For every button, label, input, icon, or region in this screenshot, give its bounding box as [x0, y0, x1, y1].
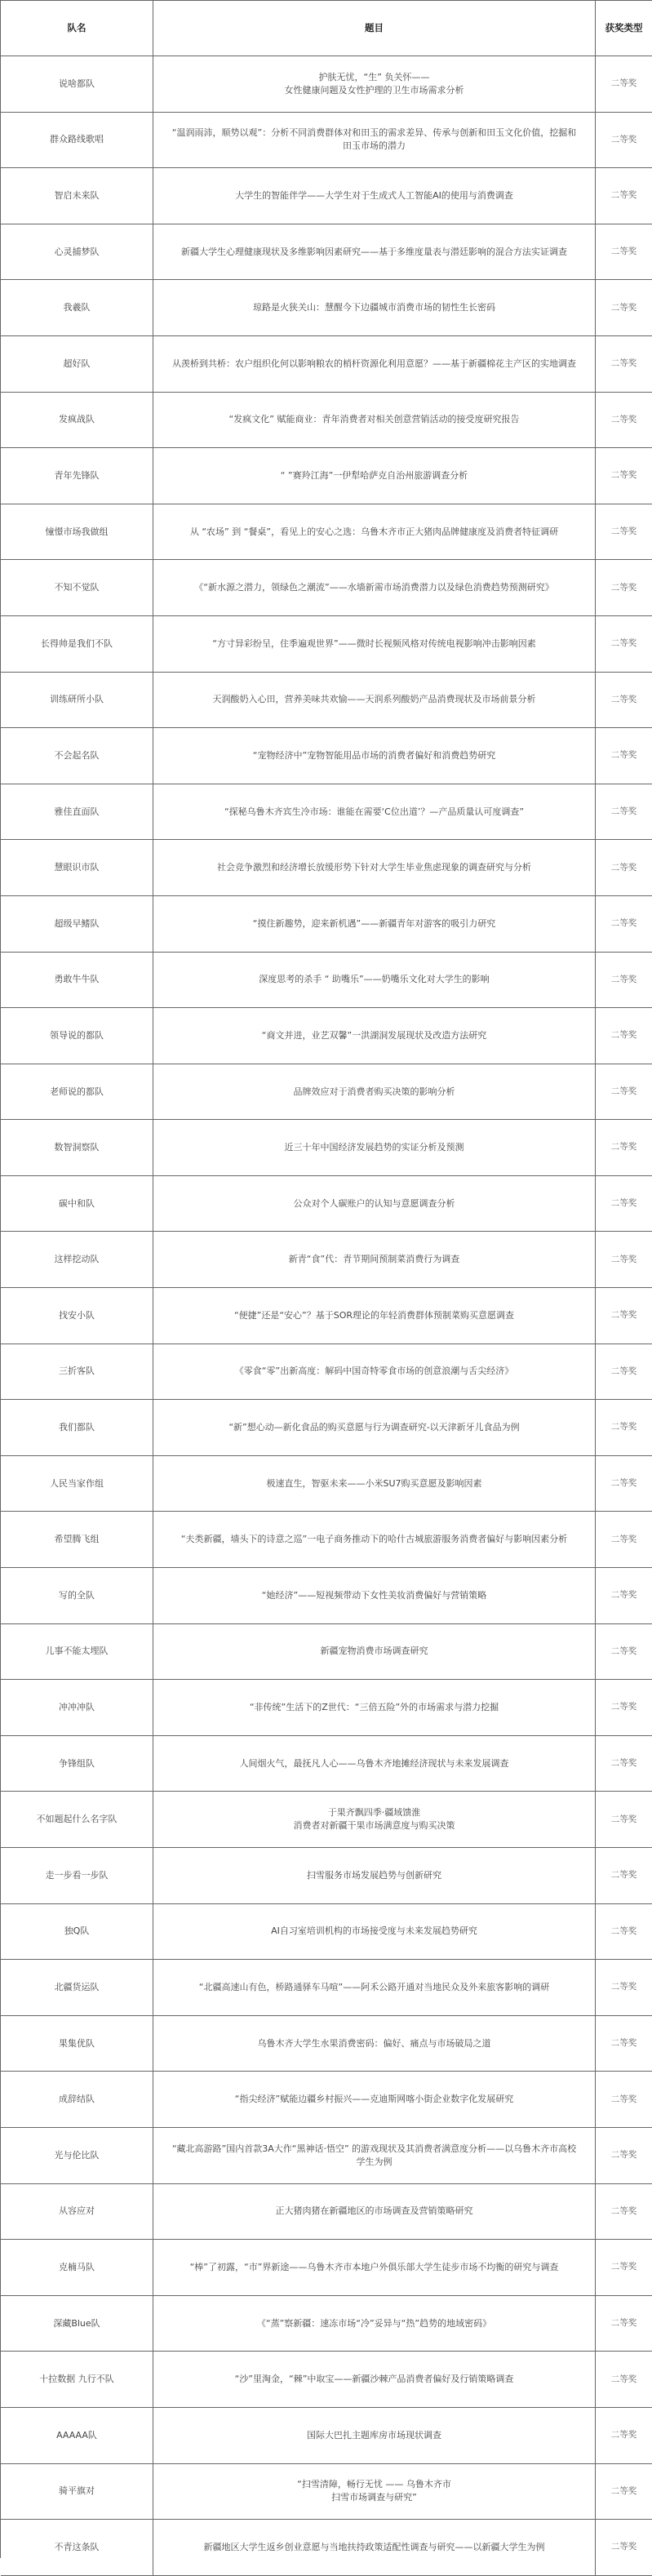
award-type-cell: 二等奖	[596, 616, 652, 673]
topic-cell: 深度思考的杀手 “ 助嘴乐”——奶嘴乐文化对大学生的影响	[153, 953, 596, 1009]
award-type-cell: 二等奖	[596, 1512, 652, 1568]
topic-cell: “宠物经济中”宠物智能用品市场的消费者偏好和消费趋势研究	[153, 728, 596, 784]
topic-cell: 大学生的智能伴学——大学生对于生成式人工智能AI的使用与消费调查	[153, 168, 596, 224]
award-type-cell: 二等奖	[596, 1848, 652, 1904]
team-name-cell: 青年先锋队	[1, 448, 153, 504]
award-type-cell: 二等奖	[596, 2072, 652, 2128]
team-name-cell: 从容应对	[1, 2184, 153, 2241]
topic-cell: 近三十年中国经济发展趋势的实证分析及预测	[153, 1120, 596, 1176]
header-award: 获奖类型	[596, 1, 652, 56]
team-name-cell: 北疆货运队	[1, 1960, 153, 2016]
team-name-cell: 碳中和队	[1, 1176, 153, 1232]
award-type-cell: 二等奖	[596, 168, 652, 224]
award-type-cell: 二等奖	[596, 728, 652, 784]
award-type-cell: 二等奖	[596, 56, 652, 113]
topic-cell: 新疆大学生心理健康现状及多维影响因素研究——基于多维度量表与潜廷影响的混合方法实证调查	[153, 224, 596, 281]
team-name-cell: 心灵捕梦队	[1, 224, 153, 281]
topic-cell: 乌鲁木齐大学生水果消费密码：偏好、痛点与市场破局之道	[153, 2016, 596, 2072]
topic-cell: 护肤无忧，“生” 负关怀—— 女性健康问题及女性护理的卫生市场需求分析	[153, 56, 596, 113]
team-name-cell: 不青这条队	[1, 2520, 153, 2576]
topic-cell: “棒”了初露，“市”界新途——乌鲁木齐市本地户外俱乐部大学生徒步市场不均衡的研究与调查	[153, 2240, 596, 2296]
team-name-cell: 成辞结队	[1, 2072, 153, 2128]
topic-cell: 《“蒸”察新疆：速冻市场“冷”妥异与“热”趋势的地域密码》	[153, 2296, 596, 2352]
award-type-cell: 二等奖	[596, 1288, 652, 1344]
award-type-cell: 二等奖	[596, 1456, 652, 1512]
topic-cell: “非传统”生活下的Z世代：“三倍五险”外的市场需求与潜力挖掘	[153, 1680, 596, 1736]
award-type-cell: 二等奖	[596, 1792, 652, 1848]
team-name-cell: 冲冲冲队	[1, 1680, 153, 1736]
topic-cell: 人间烟火气，最抚凡人心——乌鲁木齐地摊经济现状与未来发展调查	[153, 1736, 596, 1792]
award-type-cell: 二等奖	[596, 2016, 652, 2072]
team-name-cell: 说啥都队	[1, 56, 153, 113]
topic-cell: “沙”里淘金，“棘”中取宝——新疆沙棘产品消费者偏好及行销策略调查	[153, 2352, 596, 2408]
award-type-cell: 二等奖	[596, 393, 652, 449]
award-type-cell: 二等奖	[596, 113, 652, 169]
team-name-cell: 发疯战队	[1, 393, 153, 449]
award-type-cell: 二等奖	[596, 448, 652, 504]
team-name-cell: 果集优队	[1, 2016, 153, 2072]
topic-cell: “扫雪清障，畅行无忧 —— 乌鲁木齐市 扫雪市场调查与研究”	[153, 2464, 596, 2520]
team-name-cell: 勇敢牛牛队	[1, 953, 153, 1009]
team-name-cell: 独Q队	[1, 1904, 153, 1961]
team-name-cell: 我羲队	[1, 280, 153, 336]
award-type-cell: 二等奖	[596, 1904, 652, 1961]
award-type-cell: 二等奖	[596, 504, 652, 561]
topic-cell: 扫雪服务市场发展趋势与创新研究	[153, 1848, 596, 1904]
team-name-cell: 不如题起什么名字队	[1, 1792, 153, 1848]
award-type-cell: 二等奖	[596, 1568, 652, 1624]
award-type-cell: 二等奖	[596, 2464, 652, 2520]
topic-cell: “藏北高游路”国内首款3A大作“黑神话·悟空” 的游戏现状及其消费者满意度分析——以乌鲁木齐市高校学生为例	[153, 2128, 596, 2184]
team-name-cell: 希望腾飞组	[1, 1512, 153, 1568]
topic-cell: 社会竞争激烈和经济增长放缓形势下针对大学生毕业焦虑现象的调查研究与分析	[153, 840, 596, 896]
team-name-cell: 人民当家作组	[1, 1456, 153, 1512]
award-type-cell: 二等奖	[596, 2240, 652, 2296]
award-type-cell: 二等奖	[596, 1400, 652, 1456]
award-type-cell: 二等奖	[596, 1232, 652, 1288]
topic-cell: “ ”赛羚江海”一伊犁哈萨克自治州旅游调查分析	[153, 448, 596, 504]
topic-cell: 品牌效应对于消费者购买决策的影响分析	[153, 1064, 596, 1121]
topic-cell: “商文并进，业艺双馨”一洪湖洞发展现状及改造方法研究	[153, 1008, 596, 1064]
topic-cell: 从羡桥到共桥：农户组织化何以影响粮农的梢杆资源化利用意愿？——基于新疆棉花主产区的实地调查	[153, 336, 596, 393]
topic-cell: 国际大巴扎主题库房市场现状调查	[153, 2408, 596, 2464]
award-type-cell: 二等奖	[596, 2408, 652, 2464]
topic-cell: “北疆高速山有色，桥路通驿车马喧”——阿禾公路开通对当地民众及外来旅客影响的调研	[153, 1960, 596, 2016]
award-type-cell: 二等奖	[596, 1008, 652, 1064]
team-name-cell: 憧憬市场我做组	[1, 504, 153, 561]
award-type-cell: 二等奖	[596, 1680, 652, 1736]
team-name-cell: 我们都队	[1, 1400, 153, 1456]
award-type-cell: 二等奖	[596, 560, 652, 616]
team-name-cell: 数智洞察队	[1, 1120, 153, 1176]
topic-cell: “方寸异彩纷呈，住季遍观世界”——微时长视频风格对传统电视影响冲击影响因素	[153, 616, 596, 673]
topic-cell: 正大猪肉猪在新疆地区的市场调查及营销策略研究	[153, 2184, 596, 2241]
team-name-cell: 超好队	[1, 336, 153, 393]
topic-cell: AI自习室培训机构的市场接受度与未来发展趋势研究	[153, 1904, 596, 1961]
team-name-cell: 克楠马队	[1, 2240, 153, 2296]
team-name-cell: 长得帅是我们不队	[1, 616, 153, 673]
header-topic: 题目	[153, 1, 596, 56]
team-name-cell: 领导说的都队	[1, 1008, 153, 1064]
topic-cell: 从 “农场” 到 “餐桌”，看见上的安心之选：乌鲁木齐市正大猪肉品牌健康度及消费者特征调研	[153, 504, 596, 561]
topic-cell: 《“新水源之潜力，领绿色之潮流”——水墙新需市场消费潜力以及绿色消费趋势预测研究》	[153, 560, 596, 616]
team-name-cell: 老师说的都队	[1, 1064, 153, 1121]
award-type-cell: 二等奖	[596, 953, 652, 1009]
topic-cell: 《零食“零”出新高度：解码中国奇特零食市场的创意浪潮与舌尖经济》	[153, 1344, 596, 1401]
award-type-cell: 二等奖	[596, 336, 652, 393]
award-type-cell: 二等奖	[596, 2296, 652, 2352]
award-type-cell: 二等奖	[596, 1176, 652, 1232]
topic-cell: “温润雨沛，顺势以观”：分析不同消费群体对和田玉的需求差异、传承与创新和田玉文化价值，挖掘和田玉市场的潜力	[153, 113, 596, 169]
award-type-cell: 二等奖	[596, 840, 652, 896]
topic-cell: 极速直生，智驱未来——小米SU7购买意愿及影响因素	[153, 1456, 596, 1512]
team-name-cell: 不知不觉队	[1, 560, 153, 616]
award-type-cell: 二等奖	[596, 224, 652, 281]
award-type-cell: 二等奖	[596, 784, 652, 841]
team-name-cell: 写的全队	[1, 1568, 153, 1624]
team-name-cell: 不会起名队	[1, 728, 153, 784]
award-type-cell: 二等奖	[596, 673, 652, 729]
team-name-cell: 这样挖动队	[1, 1232, 153, 1288]
team-name-cell: 争锋组队	[1, 1736, 153, 1792]
award-type-cell: 二等奖	[596, 280, 652, 336]
team-name-cell: AAAAA队	[1, 2408, 153, 2464]
team-name-cell: 慧眼识市队	[1, 840, 153, 896]
award-type-cell: 二等奖	[596, 2352, 652, 2408]
award-type-cell: 二等奖	[596, 896, 652, 953]
team-name-cell: 骑平旗对	[1, 2464, 153, 2520]
topic-cell: 新青“食”代：青节期间预制菜消费行为调查	[153, 1232, 596, 1288]
topic-cell: “她经济”——短视频带动下女性美妆消费偏好与营销策略	[153, 1568, 596, 1624]
team-name-cell: 光与伦比队	[1, 2128, 153, 2184]
team-name-cell: 超级早鳍队	[1, 896, 153, 953]
topic-cell: “摸住新趣势，迎来新机遇”——新疆青年对游客的吸引力研究	[153, 896, 596, 953]
topic-cell: “新”想心动—新化食品的购买意愿与行为调查研究-以天津新牙儿食品为例	[153, 1400, 596, 1456]
team-name-cell: 深藏Blue队	[1, 2296, 153, 2352]
topic-cell: “指尖经济”赋能边疆乡村振兴——克迪斯网喀小街企业数字化发展研究	[153, 2072, 596, 2128]
award-type-cell: 二等奖	[596, 2520, 652, 2576]
topic-cell: “探秘乌鲁木齐宾生冷市场：谁能在需要‘C位出道’？—产品质量认可度调查”	[153, 784, 596, 841]
topic-cell: “夫类新疆，墙头下的诗意之巡”一电子商务推动下的哈什古城旅游服务消费者偏好与影响因素分析	[153, 1512, 596, 1568]
topic-cell: 新疆宠物消费市场调查研究	[153, 1624, 596, 1681]
award-type-cell: 二等奖	[596, 1344, 652, 1401]
team-name-cell: 找安小队	[1, 1288, 153, 1344]
award-type-cell: 二等奖	[596, 1960, 652, 2016]
topic-cell: 新疆地区大学生返乡创业意愿与当地扶持政策适配性调查与研究——以新疆大学生为例	[153, 2520, 596, 2576]
team-name-cell: 群众路线歌唱	[1, 113, 153, 169]
team-name-cell: 儿事不能太埋队	[1, 1624, 153, 1681]
topic-cell: 于果齐飘四季·疆域馈淮 消费者对新疆干果市场满意度与购买决策	[153, 1792, 596, 1848]
award-type-cell: 二等奖	[596, 1624, 652, 1681]
team-name-cell: 三折客队	[1, 1344, 153, 1401]
topic-cell: 琼路是火狭关山：慧醒今下边疆城市消费市场的韧性生长密码	[153, 280, 596, 336]
team-name-cell: 雅佳直面队	[1, 784, 153, 841]
topic-cell: “发疯文化” 赋能商业：青年消费者对相关创意营销活动的接受度研究报告	[153, 393, 596, 449]
award-type-cell: 二等奖	[596, 1064, 652, 1121]
award-type-cell: 二等奖	[596, 2128, 652, 2184]
topic-cell: 公众对个人碳账户的认知与意愿调查分析	[153, 1176, 596, 1232]
team-name-cell: 训练研所小队	[1, 673, 153, 729]
team-name-cell: 走一步看一步队	[1, 1848, 153, 1904]
award-type-cell: 二等奖	[596, 1120, 652, 1176]
topic-cell: “便捷”还是“安心”？基于SOR理论的年轻消费群体预制菜购买意愿调查	[153, 1288, 596, 1344]
topic-cell: 天润酸奶入心田，营养美味共欢愉——天润系列酸奶产品消费现状及市场前景分析	[153, 673, 596, 729]
award-type-cell: 二等奖	[596, 2184, 652, 2241]
award-type-cell: 二等奖	[596, 1736, 652, 1792]
team-name-cell: 智启未来队	[1, 168, 153, 224]
team-name-cell: 十拉数据 九行不队	[1, 2352, 153, 2408]
header-team: 队名	[1, 1, 153, 56]
